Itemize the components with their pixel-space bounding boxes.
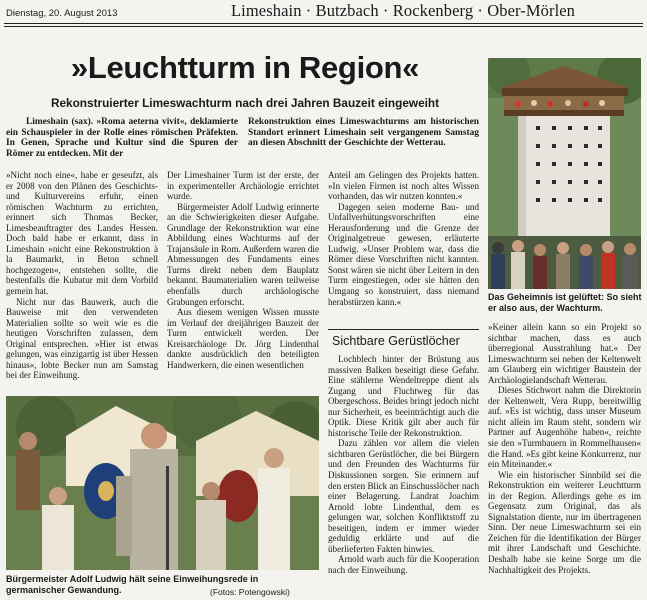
paragraph: »Nicht noch eine«, habe er geseufzt, als er 2008 von den Plänen des Geschichts- und Kulturvereins erfuhr, einen römischen Wachturm zu errichten, erinnert sich Thomas Becker, Limesbeauftragter des Landes Hessen. Doch bald habe er erkannt, dass in Limeshain »nicht eine Rekonstruktion à la Baumarkt, in Beton schnell hochgezogen«, entstehen sollte, die bestenfalls die Kubatur mit dem Vorbild gemein hat.	[6, 170, 158, 297]
column-3-bottom	[328, 354, 479, 596]
column-4	[488, 322, 641, 598]
tower-caption: Das Geheimnis ist gelüftet: So sieht er also aus, der Wachturm.	[488, 292, 642, 313]
paragraph: Der Limeshainer Turm ist der erste, der in experimenteller Archäologie errichtet wurde.	[167, 170, 319, 202]
tower-photo	[488, 58, 641, 289]
lead-place: Limeshain (sax).	[26, 117, 94, 127]
speech-photo	[6, 396, 319, 570]
speech-illustration	[6, 396, 319, 570]
paragraph: Bürgermeister Adolf Ludwig erinnerte an die Schwierigkeiten dieser Aufgabe. Grundlage der Rekonstruktion war eine Abbildung eines Wachturms auf der Trajansäule in Rom. Außerdem waren die Abmessungen des Fundaments eines Turms direkt neben dem Bauplatz bekannt. Baumaterialien waren teilweise ebenfalls durch archäologische Grabungen erforscht.	[167, 201, 319, 307]
paragraph: Lochblech hinter der Brüstung aus massiven Balken beseitigt diese Gefahr. Eine stählerne Wendeltreppe dient als Zugang und Fluchtweg für das Obergeschoss. Beides bringt jedoch nicht nur Sicherheit, es beeinträchtigt auch die Optik. Diese Kritik gilt aber auch für historische Teile der Rekonstruktion.	[328, 354, 479, 438]
paragraph: Dieses Stichwort nahm die Direktorin der Keltenwelt, Vera Rupp, bereitwillig auf. »Es ist wichtig, dass unser Museum nicht allein im Raum steht, sondern wir Partner auf Augenhöhe haben«, reichte sie den »Turmbauern in Rommelhausen« die Hand. »Es gibt keine Konkurrenz, nur ein Miteinander.«	[488, 385, 641, 470]
issue-date: Dienstag, 20. August 2013	[6, 8, 118, 19]
paragraph: »Keiner allein kann so ein Projekt so sichtbar machen, dass es auch überregional Ausstrahlung hat.« Der Limeswachturm sei neben der Keltenwelt am Glauberg ein wichtiger Baustein der Archäologielandschaft Wetterau.	[488, 322, 641, 385]
paragraph: Anteil am Gelingen des Projekts hatten. »In vielen Firmen ist noch altes Wissen vorhanden, das wir nutzen konnten.«	[328, 170, 479, 202]
crosshead-rule	[328, 329, 479, 330]
paragraph: Dagegen seien moderne Bau- und Unfallverhütungsvorschriften eine Herausforderung und die Grenze der Originalgetreue gewesen, erläuterte Ludwig. »Unser Problem war, dass die Römer diese Vorschriften nicht kannten. Sonst wären sie nicht über Leitern in den Turm eingestiegen, oder sie hätten den Umgang so konstruiert, dass niemand herabstürzen kann.«	[328, 201, 479, 307]
column-3-top	[328, 170, 479, 325]
column-1	[6, 170, 158, 390]
speech-caption-text: Bürgermeister Adolf Ludwig hält seine Einweihungsrede in germanischer Gewandung.	[6, 574, 259, 595]
column-2	[167, 170, 319, 390]
lead-left	[6, 117, 238, 162]
header-rule	[4, 23, 643, 24]
header-rule-thin	[4, 26, 643, 27]
lead-right	[248, 117, 479, 162]
paragraph: Wie ein historischer Sinnbild sei die Rekonstruktion ein weiterer Leuchtturm in der Region. Allerdings gehe es im Gegensatz zum Original, das als Signalstation diente, nur im übertragenen Sinn. Der neue Limeswachturm sei ein Zeichen für die Identifikation der Bürger mit ihrer Landschaft und Geschichte. Deshalb habe sie keine Sorge um die Nachhaltigkeit des Projekts.	[488, 469, 641, 575]
paragraph: Aus diesem wenigen Wissen musste im Verlauf der dreijährigen Bauzeit der Turm entwickelt werden. Der Kreisarchäologe Dr. Jörg Lindenthal dankte ausdrücklich den beteiligten Handwerkern, die einen wesentlichen	[167, 307, 319, 370]
paragraph: Arnold warb auch für die Kooperation nach der Einweihung.	[328, 554, 479, 575]
region-header: Limeshain · Butzbach · Rockenberg · Ober-Mörlen	[231, 1, 576, 20]
article-headline: »Leuchtturm in Region«	[70, 50, 420, 85]
paragraph: Nicht nur das Bauwerk, auch die Bauweise mit den verwendeten Materialien sollte so weit wie es die heutigen Vorschriften zulassen, dem Original entsprechen. »Hier ist etwas gelungen, was einzigartig ist über Hessen hinaus«, lobte Becker nun am Samstag bei der Einweihung.	[6, 296, 158, 381]
article-subheadline: Rekonstruierter Limeswachturm nach drei Jahren Bauzeit eingeweiht	[50, 96, 440, 110]
photo-credit: (Fotos: Potengowski)	[210, 587, 290, 597]
crosshead: Sichtbare Gerüstlöcher	[332, 334, 460, 348]
lead-left-text: »Roma aeterna vivit«, deklamierte ein Schauspieler in der Rolle eines römischen Präfekten. In Genen, Sprache und Kultur sind die Spuren der Römer zu entdecken. Mit der	[6, 117, 238, 159]
tower-illustration	[488, 58, 641, 289]
lead-right-text: Rekonstruktion eines Limeswachturms am historischen Standort erinnert Limeshain seit vergangenem Samstag an diesen Abschnitt der Geschichte der Wetterau.	[248, 117, 479, 149]
paragraph: Dazu zählen vor allem die vielen sichtbaren Gerüstlöcher, die bei Bürgern und den Freunden des Wachturms für Diskussionen sorgen. Sie erinnern auf den ersten Blick an Einschusslöcher nach einer Belagerung. Landrat Joachim Arnold lobte Lindenthal, dem es gelungen war, solchen Konfliktstoff zu beseitigen, indem er immer wieder geduldig erklärte und auf die überlieferten Fakten hinwies.	[328, 438, 479, 554]
